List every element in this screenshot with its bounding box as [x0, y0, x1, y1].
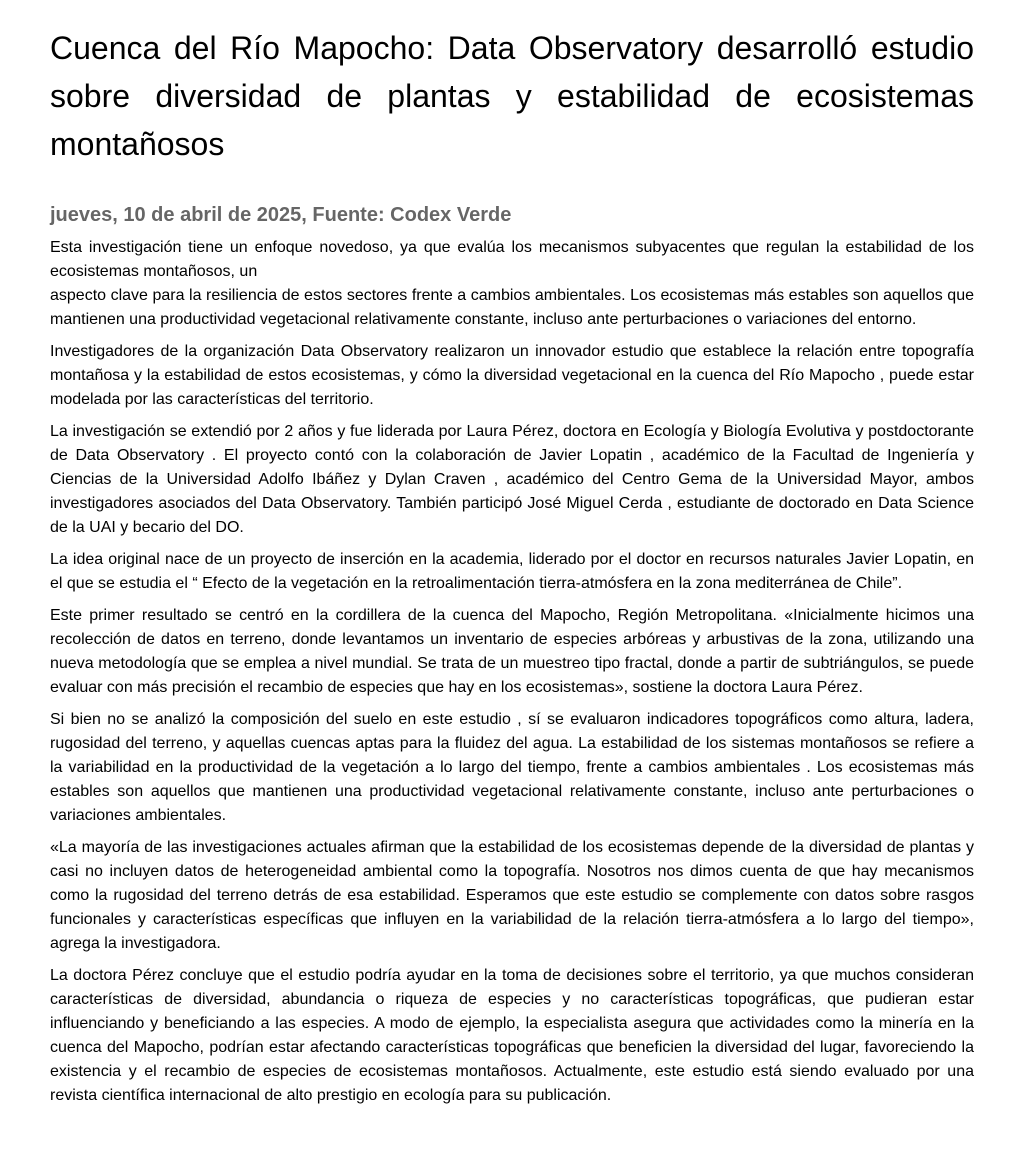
paragraph-9: La doctora Pérez concluye que el estudio podría ayudar en la toma de decisiones sobre el territorio, ya que muchos consideran características de diversidad, abundancia o riqueza de especies y no características topográficas, que pudieran estar influenciando y beneficiando a las especies. A modo de ejemplo, la especialista asegura que actividades como la minería en la cuenca del Mapocho, podrían estar afectando características topográficas que beneficien la diversidad del lugar, favoreciendo la existencia y el recambio de especies de ecosistemas montañosos. Actualmente, este estudio está siendo evaluado por una revista científica internacional de alto prestigio en ecología para su publicación. [50, 967, 974, 1104]
paragraph-5: La idea original nace de un proyecto de inserción en la academia, liderado por el doctor en recursos naturales Javier Lopatin, en el que se estudia el “ Efecto de la vegetación en la retroalimentación tierra-atmósfera en la zona mediterránea de Chile”. [50, 551, 974, 592]
article-body [50, 236, 974, 1108]
paragraph-3: Investigadores de la organización Data Observatory realizaron un innovador estudio que establece la relación entre topografía montañosa y la estabilidad de estos ecosistemas, y cómo la diversidad vegetacional en la cuenca del Río Mapocho , puede estar modelada por las características del territorio. [50, 343, 974, 408]
article [50, 24, 974, 1116]
paragraph-2: aspecto clave para la resiliencia de estos sectores frente a cambios ambientales. Los ecosistemas más estables son aquellos que mantienen una productividad vegetacional relativamente constante, incluso ante perturbaciones o variaciones del entorno. [50, 287, 974, 328]
article-date: jueves, 10 de abril de 2025 [50, 204, 302, 226]
article-source: Codex Verde [390, 204, 512, 226]
paragraph-8: «La mayoría de las investigaciones actuales afirman que la estabilidad de los ecosistemas depende de la diversidad de plantas y casi no incluyen datos de heterogeneidad ambiental como la topografía. Nosotros nos dimos cuenta de que hay mecanismos como la rugosidad del terreno detrás de esa estabilidad. Esperamos que este estudio se complemente con datos sobre rasgos funcionales y características específicas que influyen en la variabilidad de la relación tierra-atmósfera a lo largo del tiempo», agrega la investigadora. [50, 839, 974, 952]
article-meta: jueves, 10 de abril de 2025, Fuente: Codex Verde [50, 204, 512, 226]
article-title: Cuenca del Río Mapocho: Data Observatory desarrolló estudio sobre diversidad de plantas y estabilidad de ecosistemas montañosos [50, 30, 974, 162]
paragraph-1: Esta investigación tiene un enfoque novedoso, ya que evalúa los mecanismos subyacentes que regulan la estabilidad de los ecosistemas montañosos, un [50, 239, 974, 280]
source-label: Fuente: [312, 204, 385, 226]
paragraph-7: Si bien no se analizó la composición del suelo en este estudio , sí se evaluaron indicadores topográficos como altura, ladera, rugosidad del terreno, y aquellas cuencas aptas para la fluidez del agua. La estabilidad de los sistemas montañosos se refiere a la variabilidad en la productividad de la vegetación a lo largo del tiempo, frente a cambios ambientales . Los ecosistemas más estables son aquellos que mantienen una productividad vegetacional relativamente constante, incluso ante perturbaciones o variaciones ambientales. [50, 711, 974, 824]
paragraph-6: Este primer resultado se centró en la cordillera de la cuenca del Mapocho, Región Metropolitana. «Inicialmente hicimos una recolección de datos en terreno, donde levantamos un inventario de especies arbóreas y arbustivas de la zona, utilizando una nueva metodología que se emplea a nivel mundial. Se trata de un muestreo tipo fractal, donde a partir de subtriángulos, se puede evaluar con más precisión el recambio de especies que hay en los ecosistemas», sostiene la doctora Laura Pérez. [50, 607, 974, 696]
paragraph-4: La investigación se extendió por 2 años y fue liderada por Laura Pérez, doctora en Ecología y Biología Evolutiva y postdoctorante de Data Observatory . El proyecto contó con la colaboración de Javier Lopatin , académico de la Facultad de Ingeniería y Ciencias de la Universidad Adolfo Ibáñez y Dylan Craven , académico del Centro Gema de la Universidad Mayor, ambos investigadores asociados del Data Observatory. También participó José Miguel Cerda , estudiante de doctorado en Data Science de la UAI y becario del DO. [50, 423, 974, 536]
